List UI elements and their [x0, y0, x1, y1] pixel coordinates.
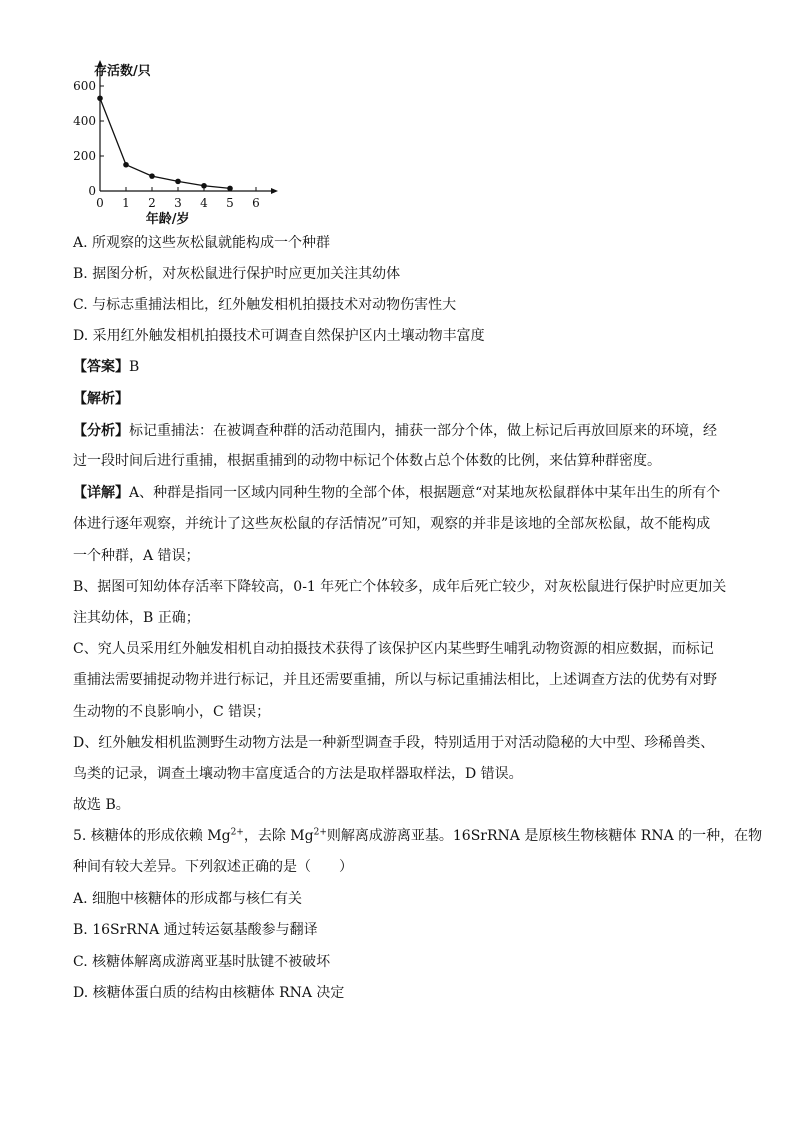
y-tick-label-2: 400: [73, 114, 96, 128]
c-line-1: C、究人员采用红外触发相机自动拍摄技术获得了该保护区内某些野生哺乳动物资源的相应数据，而标记: [73, 641, 714, 657]
q5-option-c: C. 核糖体解离成游离亚基时肽键不被破坏: [73, 954, 331, 970]
y-axis-label: 存活数/只: [94, 64, 151, 79]
c-line-2: 重捕法需要捕捉动物并进行标记，并且还需要重捕，所以与标记重捕法相比，上述调查方法的优势有对野: [73, 672, 717, 688]
conclusion: 故选 B。: [73, 797, 130, 813]
option-a: A. 所观察的这些灰松鼠就能构成一个种群: [73, 235, 331, 251]
q5-option-d: D. 核糖体蛋白质的结构由核糖体 RNA 决定: [73, 985, 345, 1001]
data-point-1: [123, 162, 129, 168]
data-point-4: [201, 183, 207, 189]
q5-option-a: A. 细胞中核糖体的形成都与核仁有关: [73, 891, 303, 907]
d-line-1: D、红外触发相机监测野生动物方法是一种新型调查手段，特别适用于对活动隐秘的大中型、珍稀兽类、: [73, 735, 715, 751]
option-b: B. 据图分析，对灰松鼠进行保护时应更加关注其幼体: [73, 266, 401, 282]
answer-row: [73, 357, 139, 377]
q5-sup-2: 2+: [313, 827, 327, 838]
data-point-3: [175, 179, 181, 185]
option-d: D. 采用红外触发相机拍摄技术可调查自然保护区内土壤动物丰富度: [73, 328, 485, 344]
q5-stem-line-2: 种间有较大差异。下列叙述正确的是（ ）: [73, 859, 353, 875]
xiangjie-line-1: [73, 483, 720, 503]
fenxi-tag: 【分析】: [73, 423, 129, 439]
analysis-heading: [73, 389, 129, 409]
q5-stem-part-2: ，去除 Mg: [243, 828, 314, 844]
x-axis-label: 年龄/岁: [145, 212, 190, 226]
xiangjie-tag: 【详解】: [73, 485, 129, 501]
b-line-2: 注其幼体，B 正确；: [73, 610, 200, 626]
chart-labels: [73, 63, 260, 226]
answer-value: B: [129, 359, 140, 375]
d-line-2: 鸟类的记录，调查土壤动物丰富度适合的方法是取样器取样法，D 错误。: [73, 766, 523, 782]
x-tick-label-4: 4: [200, 196, 208, 210]
analysis-tag: 【解析】: [73, 391, 129, 407]
answer-tag: 【答案】: [73, 359, 129, 375]
x-tick-label-5: 5: [226, 196, 234, 210]
series-line: [100, 98, 230, 188]
xiangjie-line-3: 一个种群，A 错误；: [73, 548, 200, 564]
x-tick-label-6: 6: [252, 196, 260, 210]
xiangjie-text-1: A、种群是指同一区域内同种生物的全部个体，根据题意“对某地灰松鼠群体中某年出生的所有个: [129, 485, 721, 501]
survival-chart: [66, 58, 286, 226]
xiangjie-line-2: 体进行逐年观察，并统计了这些灰松鼠的存活情况”可知，观察的并非是该地的全部灰松鼠，故不能构成: [73, 516, 711, 532]
fenxi-text-1: 标记重捕法：在被调查种群的活动范围内，捕获一部分个体，做上标记后再放回原来的环境，经: [129, 423, 717, 439]
q5-sup-1: 2+: [230, 827, 244, 838]
y-tick-label-3: 600: [73, 79, 96, 93]
data-point-5: [227, 186, 233, 192]
x-tick-label-0: 0: [96, 196, 104, 210]
q5-stem-part-3: 则解离成游离亚基。16SrRNA 是原核生物核糖体 RNA 的一种，在物: [326, 828, 763, 844]
x-axis-arrow: [271, 188, 278, 194]
q5-stem-part-1: 5. 核糖体的形成依赖 Mg: [73, 828, 231, 844]
x-tick-label-3: 3: [174, 196, 182, 210]
q5-option-b: B. 16SrRNA 通过转运氨基酸参与翻译: [73, 922, 318, 938]
chart-axes: [97, 60, 278, 194]
fenxi-line-2: 过一段时间后进行重捕，根据重捕到的动物中标记个体数占总个体数的比例，来估算种群密度。: [73, 453, 661, 469]
b-line-1: B、据图可知幼体存活率下降较高，0-1 年死亡个体较多，成年后死亡较少，对灰松鼠进行保护时应更加关: [73, 579, 727, 595]
option-c: C. 与标志重捕法相比，红外触发相机拍摄技术对动物伤害性大: [73, 297, 457, 313]
y-tick-label-1: 200: [73, 149, 96, 163]
data-point-0: [97, 95, 103, 101]
fenxi-line-1: [73, 421, 717, 441]
c-line-3: 生动物的不良影响小，C 错误；: [73, 704, 271, 720]
data-point-2: [149, 173, 155, 179]
q5-stem-line-1: [73, 826, 762, 846]
x-tick-label-1: 1: [122, 196, 130, 210]
x-tick-label-2: 2: [148, 196, 156, 210]
y-tick-label-0: 0: [88, 184, 96, 198]
survival-series: [97, 95, 233, 191]
